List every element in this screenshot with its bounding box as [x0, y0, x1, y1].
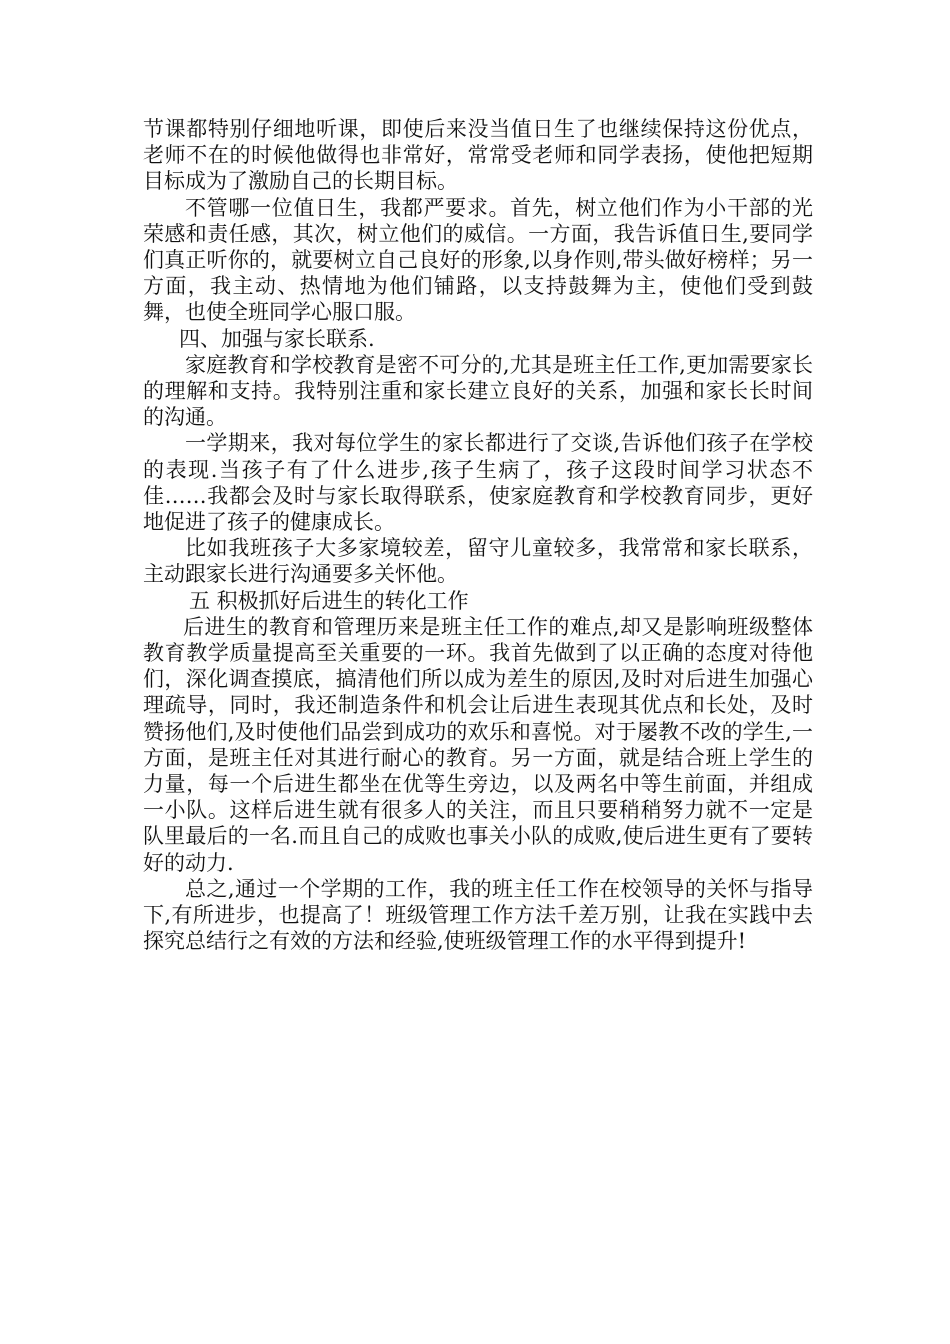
section-heading-four: 四、加强与家长联系.	[179, 326, 375, 351]
document-body	[143, 116, 813, 955]
section-heading-five: 五 积极抓好后进生的转化工作	[189, 588, 469, 613]
paragraph-left-behind-children: 比如我班孩子大多家境较差，留守儿童较多，我常常和家长联系，主动跟家长进行沟通要多关怀他。	[143, 536, 813, 587]
paragraph-parent-communication: 一学期来，我对每位学生的家长都进行了交谈,告诉他们孩子在学校的表现.当孩子有了什么进步,孩子生病了，孩子这段时间学习状态不佳……我都会及时与家长取得联系，使家庭教育和学校教育同步，更好地促进了孩子的健康成长。	[143, 431, 813, 535]
paragraph-summary: 总之,通过一个学期的工作，我的班主任工作在校领导的关怀与指导下,有所进步，也提高了！班级管理工作方法千差万别，让我在实践中去探究总结行之有效的方法和经验,使班级管理工作的水平得到提升!	[143, 876, 813, 954]
paragraph-struggling-students: 后进生的教育和管理历来是班主任工作的难点,却又是影响班级整体教育教学质量提高至关重要的一环。我首先做到了以正确的态度对待他们，深化调查摸底，搞清他们所以成为差生的原因,及时对后进生加强心理疏导，同时，我还制造条件和机会让后进生表现其优点和长处，及时赞扬他们,及时使他们品尝到成功的欢乐和喜悦。对于屡教不改的学生,一方面，是班主任对其进行耐心的教育。另一方面，就是结合班上学生的力量，每一个后进生都坐在优等生旁边，以及两名中等生前面，并组成一小队。这样后进生就有很多人的关注，而且只要稍稍努力就不一定是队里最后的一名.而且自己的成败也事关小队的成败,使后进生更有了要转好的动力.	[143, 614, 813, 875]
paragraph-continuation: 节课都特别仔细地听课，即使后来没当值日生了也继续保持这份优点，老师不在的时候他做得也非常好，常常受老师和同学表扬，使他把短期目标成为了激励自己的长期目标。	[143, 117, 813, 194]
paragraph-family-school: 家庭教育和学校教育是密不可分的,尤其是班主任工作,更加需要家长的理解和支持。我特别注重和家长建立良好的关系，加强和家长长时间的沟通。	[143, 352, 813, 430]
paragraph-duty-student: 不管哪一位值日生，我都严要求。首先，树立他们作为小干部的光荣感和责任感，其次，树立他们的威信。一方面，我告诉值日生,要同学们真正听你的，就要树立自己良好的形象,以身作则,带头做好榜样；另一方面，我主动、热情地为他们铺路，以支持鼓舞为主，使他们受到鼓舞，也使全班同学心服口服。	[143, 195, 813, 325]
